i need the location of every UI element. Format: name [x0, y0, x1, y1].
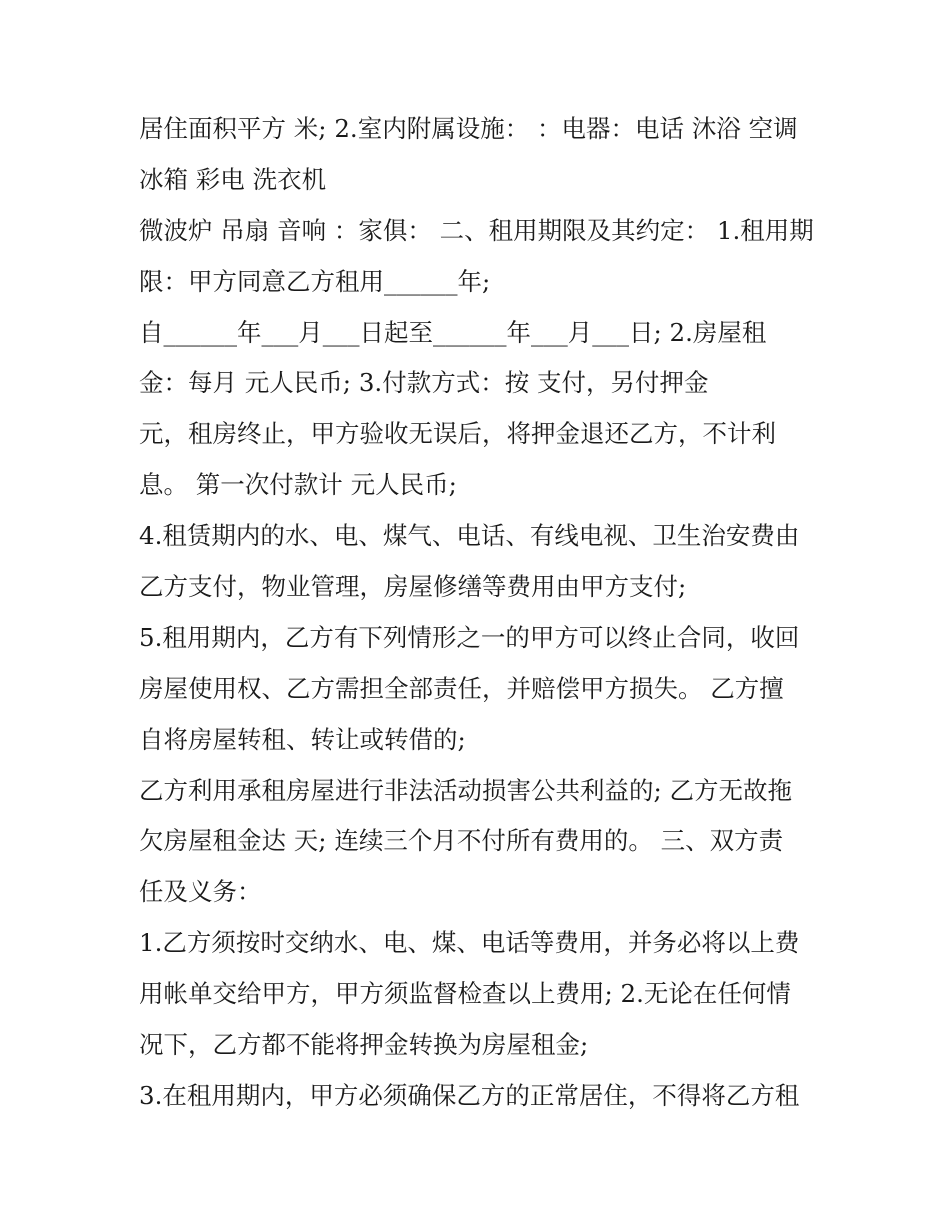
text-line: 自将房屋转租、转让或转借的; [139, 724, 466, 754]
text-line: 金：每月 元人民币; 3.付款方式：按 支付，另付押金 [139, 368, 709, 398]
text-line: 冰箱 彩电 洗衣机 [139, 164, 327, 194]
text-line: 息。 第一次付款计 元人民币; [139, 470, 457, 500]
text-line: 任及义务： [139, 877, 262, 907]
contract-body-text [139, 104, 819, 1122]
text-line: 限：甲方同意乙方租用______年; [139, 266, 491, 296]
text-line: 4.租赁期内的水、电、煤气、电话、有线电视、卫生治安费由 [139, 521, 800, 551]
text-line: 3.在租用期内，甲方必须确保乙方的正常居住，不得将乙方租 [139, 1080, 800, 1110]
text-line: 微波炉 吊扇 音响 ：家俱： 二、租用期限及其约定： 1.租用期 [139, 215, 814, 245]
text-line: 5.租用期内，乙方有下列情形之一的甲方可以终止合同，收回 [139, 622, 800, 652]
text-line: 元，租房终止，甲方验收无误后，将押金退还乙方，不计利 [139, 419, 776, 449]
text-line: 用帐单交给甲方，甲方须监督检查以上费用; 2.无论在任何情 [139, 979, 791, 1009]
text-line: 房屋使用权、乙方需担全部责任，并赔偿甲方损失。 乙方擅 [139, 673, 784, 703]
text-line: 居住面积平方 米; 2.室内附属设施： ：电器：电话 沐浴 空调 [139, 114, 798, 143]
text-line: 况下，乙方都不能将押金转换为房屋租金; [139, 1030, 589, 1060]
text-line: 欠房屋租金达 天; 连续三个月不付所有费用的。 三、双方责 [139, 826, 784, 856]
text-line: 乙方支付，物业管理，房屋修缮等费用由甲方支付; [139, 572, 687, 602]
text-line: 自______年___月___日起至______年___月___日; 2.房屋租 [139, 317, 767, 347]
text-line: 乙方利用承租房屋进行非法活动损害公共利益的; 乙方无故拖 [139, 775, 793, 805]
text-line: 1.乙方须按时交纳水、电、煤、电话等费用，并务必将以上费 [139, 928, 800, 958]
